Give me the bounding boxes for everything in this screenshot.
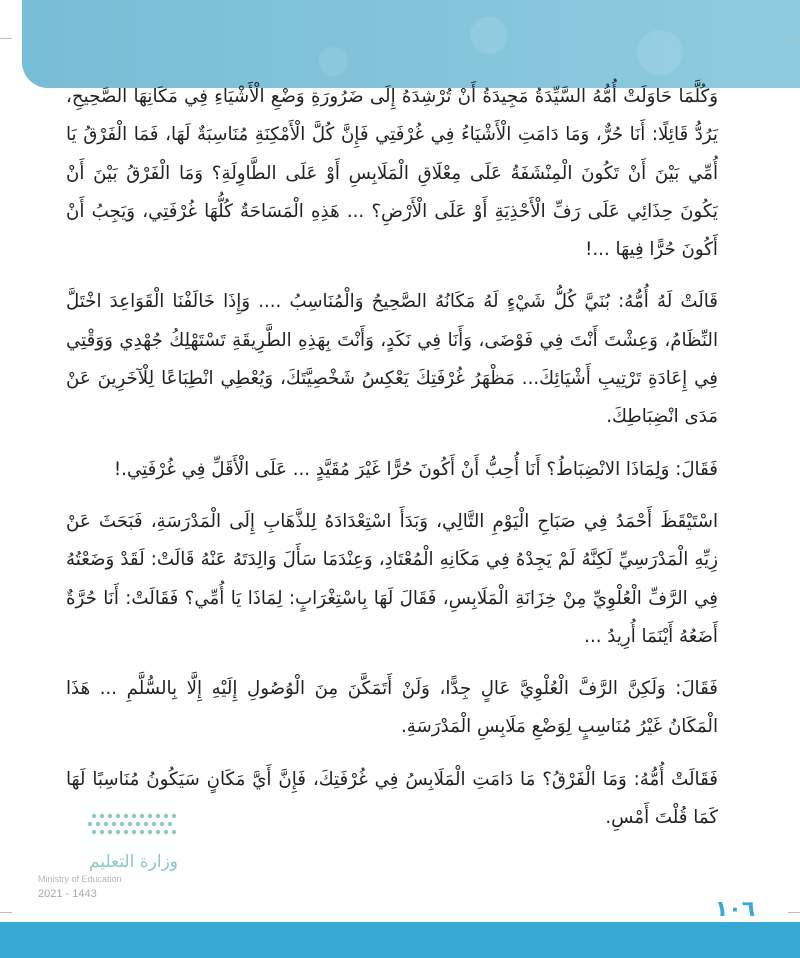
paragraph: وَكُلَّمَا حَاوَلَتْ أُمُّهُ السَّيِّدَةُ مَجِيدَةُ أَنْ تُرْشِدَهُ إِلَى ضَرُورَةِ وَضْعِ الْأَشْيَاءِ فِي مَكَانِهَا الصَّحِيحِ، يَرُدُّ قَائِلًا: أَنَا حُرٌّ، وَمَا دَامَتِ الْأَشْيَاءُ فِي غُرْفَتِي فَإِنَّ كُلَّ الْأَمْكِنَةِ مُنَاسِبَةٌ لَهَا، فَمَا الْفَرْقُ يَا أُمِّي بَيْنَ أَنْ تَكُونَ الْمِنْشَفَةُ عَلَى مِعْلَاقِ الْمَلَابِسِ أَوْ عَلَى الطَّاوِلَةِ؟ وَمَا الْفَرْقُ بَيْنَ أَنْ يَكُونَ حِذَائِي عَلَى رَفِّ الْأَحْذِيَةِ أَوْ عَلَى الْأَرْضِ؟ ... هَذِهِ الْمَسَاحَةُ كُلُّهَا غُرْفَتِي، وَيَجِبُ أَنْ أَكُونَ حُرًّا فِيهَا ...! bbox=[66, 86, 718, 261]
paragraph: فَقَالَ: وَلِمَاذَا الانْضِبَاطُ؟ أَنَا أُحِبُّ أَنْ أَكُونَ حُرًّا غَيْرَ مُقَيَّدٍ ... عَلَى الْأَقَلِّ فِي غُرْفَتِي.! bbox=[113, 458, 718, 480]
paragraph: اسْتَيْقَظَ أَحْمَدُ فِي صَبَاحِ الْيَوْمِ التَّالِي، وَبَدَأَ اسْتِعْدَادَهُ لِلذَّهَابِ إِلَى الْمَدْرَسَةِ، فَبَحَثَ عَنْ زِيِّهِ الْمَدْرَسِيِّ لَكِنَّهُ لَمْ يَجِدْهُ فِي مَكَانِهِ الْمُعْتَادِ، وَعِنْدَمَا سَأَلَ وَالِدَتَهُ عَنْهُ قَالَتْ: لَقَدْ وَضَعْتُهُ فِي الرَّفِّ الْعُلْوِيِّ مِنْ خِزَانَةِ الْمَلَابِسِ، فَقَالَ لَهَا بِاسْتِغْرَابٍ: لِمَاذَا يَا أُمِّي؟ فَقَالَتْ: أَنَا حُرَّةٌ أَضَعُهُ أَيْنَمَا أُرِيدُ ... bbox=[66, 510, 718, 647]
header-banner bbox=[22, 0, 800, 88]
paragraph: فَقَالَ: وَلَكِنَّ الرَّفَّ الْعُلْوِيَّ عَالٍ جِدًّا، وَلَنْ أَتَمَكَّنَ مِنَ الْوُصُولِ إِلَيْهِ إِلَّا بِالسُّلَّمِ ... هَذَا الْمَكَانُ غَيْرُ مُنَاسِبٍ لِوَضْعِ مَلَابِسِ الْمَدْرَسَةِ. bbox=[66, 678, 718, 738]
crop-mark-top-left bbox=[0, 38, 12, 39]
edition-year: 2021 - 1443 bbox=[38, 888, 97, 900]
ministry-name: وزارة التعليم bbox=[89, 852, 178, 872]
crop-mark-top-right bbox=[788, 38, 800, 39]
paragraph: قَالَتْ لَهُ أُمُّهُ: بُنَيَّ كُلُّ شَيْءٍ لَهُ مَكَانُهُ الصَّحِيحُ وَالْمُنَاسِبُ .... وَإِذَا خَالَفْنَا الْقَوَاعِدَ اخْتَلَّ النِّظَامُ، وَعِشْتَ أَنْتَ فِي فَوْضَى، وَأَنَا فِي نَكَدٍ، وَأَنْتَ بِهَذِهِ الطَّرِيقَةِ تَسْتَهْلِكُ جُهْدِي وَوَقْتِي فِي إِعَادَةِ تَرْتِيبِ أَشْيَائِكَ... مَظْهَرُ غُرْفَتِكَ يَعْكِسُ شَخْصِيَّتَكَ، وَيُعْطِي انْطِبَاعًا لِلْآخَرِينَ عَنْ مَدَى انْضِبَاطِكَ. bbox=[66, 291, 718, 428]
crop-mark-bottom-right bbox=[788, 912, 800, 913]
page-number: ١٠٦ bbox=[714, 897, 756, 922]
story-text bbox=[66, 78, 718, 851]
ministry-name-english: Ministry of Education bbox=[38, 874, 122, 884]
paragraph: فَقَالَتْ أُمُّهُ: وَمَا الْفَرْقُ؟ مَا دَامَتِ الْمَلَابِسُ فِي غُرْفَتِكَ، فَإِنَّ أَيَّ مَكَانٍ سَيَكُونُ مُنَاسِبًا لَهَا كَمَا قُلْتَ أَمْسِ. bbox=[66, 768, 718, 829]
ministry-dots-icon bbox=[86, 810, 178, 838]
footer-bar bbox=[0, 922, 800, 958]
crop-mark-bottom-left bbox=[0, 912, 12, 913]
ministry-logo bbox=[38, 810, 178, 900]
